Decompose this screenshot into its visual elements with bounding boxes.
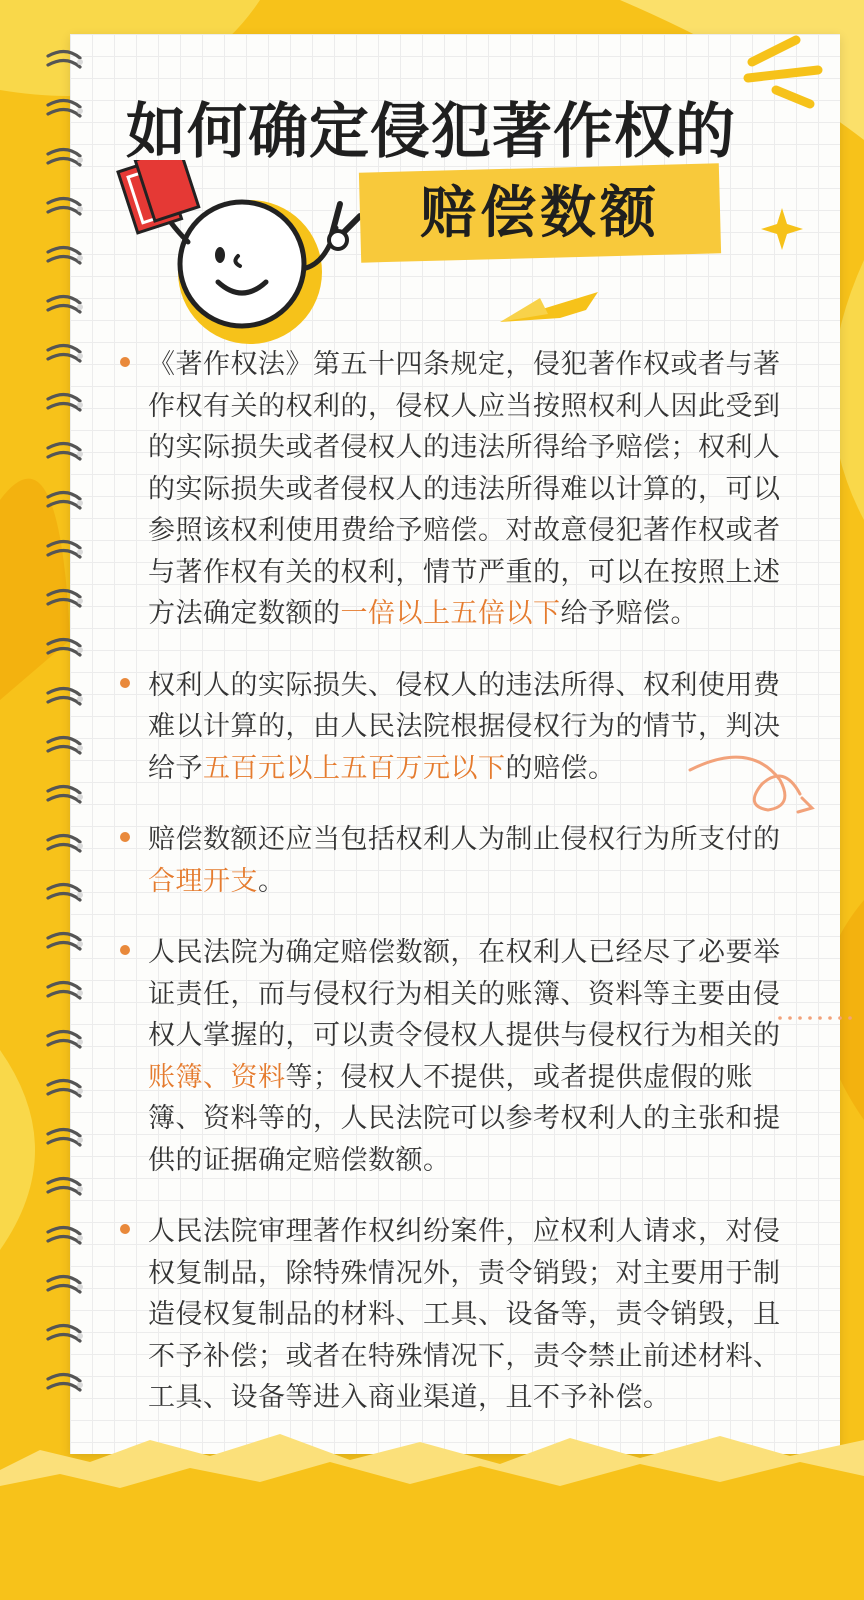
binding-ring [48,394,83,410]
binding-ring [48,492,83,508]
binding-ring [48,1129,83,1145]
binding-ring [48,443,83,459]
body-text: 。 [258,865,286,897]
binding-ring [48,933,83,949]
content-list [118,344,798,1449]
body-text: 《著作权法》第五十四条规定，侵犯著作权或者与著作权有关的权利的，侵权人应当按照权利人因此受到的实际损失或者侵权人的违法所得给予赔偿；权利人的实际损失或者侵权人的违法所得难以计算的，可以参照该权利使用费给予赔偿。对故意侵犯著作权或者与著作权有关的权利，情节严重的，可以在按照上述方法确定数额的 [148,349,781,629]
bullet-icon [120,357,130,367]
binding-ring [48,737,83,753]
binding-ring [48,51,83,67]
binding-ring [48,982,83,998]
binding-ring [48,884,83,900]
body-text: 的赔偿。 [505,752,616,784]
binding-ring [48,1276,83,1292]
body-text: 权利人的实际损失、侵权人的违法所得、权利使用费难以计算的，由人民法院根据侵权行为的情节，判决给予 [148,669,781,784]
body-text: 等；侵权人不提供，或者提供虚假的账簿、资料等的，人民法院可以参考权利人的主张和提供的证据确定赔偿数额。 [148,1061,781,1176]
bullet-icon [120,678,130,688]
mascot-face-icon [110,160,370,350]
item-text [148,819,798,902]
list-item [118,665,798,790]
highlight-text: 合理开支 [148,865,258,897]
item-text [148,344,798,635]
binding-ring [48,1325,83,1341]
binding-ring [48,198,83,214]
highlight-text: 一倍以上五倍以下 [340,598,561,629]
binding-ring [48,1080,83,1096]
binding-ring [48,296,83,312]
list-item [118,1211,798,1419]
binding-ring [48,1227,83,1243]
binding-ring [48,247,83,263]
bullet-icon [120,945,130,955]
highlight-text: 账簿、资料 [148,1061,286,1093]
item-text [148,665,798,790]
binding-ring [48,1178,83,1194]
torn-paper-edge [0,1390,864,1600]
binding-ring [48,149,83,165]
page-title-line1: 如何确定侵犯著作权的 [126,97,736,167]
body-text: 人民法院审理著作权纠纷案件，应权利人请求，对侵权复制品，除特殊情况外，责令销毁；对主要用于制造侵权复制品的材料、工具、设备等，责令销毁，且不予补偿；或者在特殊情况下，责令禁止前述材料、工具、设备等进入商业渠道，且不予补偿。 [148,1216,781,1413]
list-item [118,932,798,1181]
binding-ring [48,541,83,557]
item-text [148,932,798,1181]
binding-ring [48,100,83,116]
body-text: 赔偿数额还应当包括权利人为制止侵权行为所支付的 [148,824,781,855]
binding-ring [48,1031,83,1047]
binding-ring [48,835,83,851]
binding-ring [48,345,83,361]
bullet-icon [120,832,130,842]
body-text: 人民法院为确定赔偿数额，在权利人已经尽了必要举证责任，而与侵权行为相关的账簿、资料等主要由侵权人掌握的，可以责令侵权人提供与侵权行为相关的 [148,937,781,1051]
item-text [148,1211,798,1419]
page-title-line2: 赔偿数额 [420,181,660,246]
highlight-text: 五百元以上五百万元以下 [203,752,506,784]
binding-ring [48,688,83,704]
bullet-icon [120,1224,130,1234]
spiral-binding-icon [40,46,90,1436]
list-item [118,344,798,635]
binding-ring [48,590,83,606]
binding-ring [48,1374,83,1390]
body-text: 给予赔偿。 [560,598,698,629]
list-item [118,819,798,902]
binding-ring [48,786,83,802]
binding-ring [48,639,83,655]
